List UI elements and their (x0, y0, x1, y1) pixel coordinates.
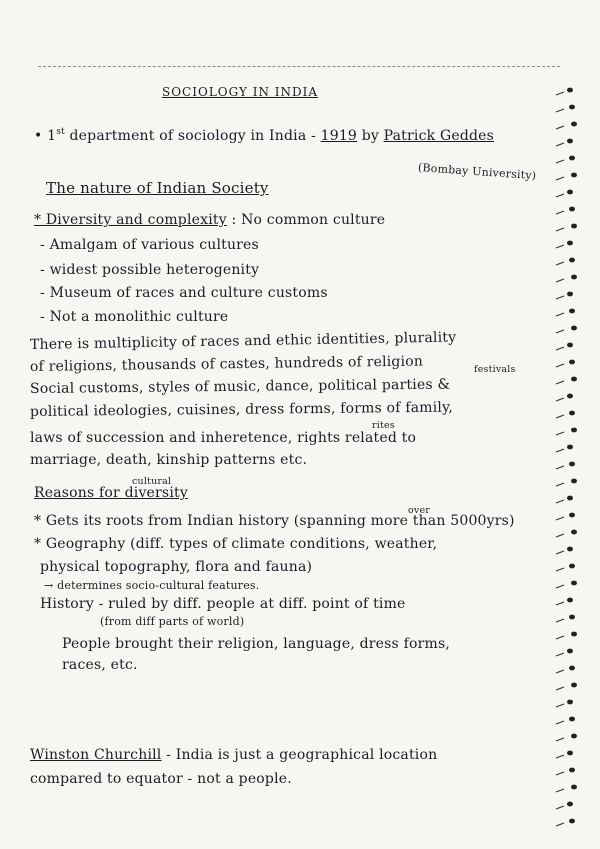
point-from-parts: (from diff parts of world) (100, 615, 245, 628)
margin-tick (556, 704, 564, 707)
diversity-tail: : No common culture (231, 212, 386, 228)
bullet-marker: • 1 (34, 128, 57, 144)
paragraph-line-3: Social customs, styles of music, dance, political parties & (29, 376, 451, 397)
margin-tick (556, 653, 564, 656)
margin-dot (567, 445, 573, 450)
margin-tick (556, 551, 564, 554)
margin-tick (556, 738, 564, 741)
point-people-brought: People brought their religion, language, dress forms, (62, 636, 450, 652)
nature-heading: The nature of Indian Society (46, 179, 269, 197)
page-top-rule (38, 66, 560, 67)
rites-insert: rites (372, 420, 395, 431)
churchill-line1: - India is just a geographical location (166, 747, 438, 763)
margin-dot (571, 377, 577, 382)
point-history-ruled: History - ruled by diff. people at diff. point of time (40, 596, 406, 612)
margin-dot (569, 207, 575, 212)
churchill-line-2: compared to equator - not a people. (30, 771, 292, 787)
page-title: SOCIOLOGY IN INDIA (162, 85, 319, 99)
paragraph-line-6: marriage, death, kinship patterns etc. (30, 452, 308, 468)
margin-tick (556, 432, 564, 435)
margin-tick (556, 823, 564, 826)
over-insert: over (408, 505, 431, 516)
margin-dot (571, 326, 577, 331)
margin-dot (571, 173, 577, 178)
margin-tick (556, 721, 564, 724)
margin-tick (556, 347, 564, 350)
margin-tick (556, 585, 564, 588)
margin-tick (556, 228, 564, 231)
paragraph-line-2: of religions, thousands of castes, hundreds of religion (29, 353, 424, 375)
point-history-roots: * Gets its roots from Indian history (spanning more than 5000yrs) (34, 513, 515, 529)
margin-tick (556, 364, 564, 367)
margin-dot (571, 581, 577, 586)
margin-tick (556, 517, 564, 520)
churchill-name: Winston Churchill (30, 747, 162, 763)
margin-tick (556, 687, 564, 690)
margin-tick (556, 279, 564, 282)
margin-dot (571, 275, 577, 280)
margin-dot (569, 666, 575, 671)
margin-dot (571, 479, 577, 484)
margin-tick (556, 177, 564, 180)
margin-tick (556, 194, 564, 197)
diversity-line (34, 212, 385, 228)
margin-dot (571, 785, 577, 790)
margin-tick (556, 449, 564, 452)
cultural-insert: cultural (132, 476, 172, 487)
margin-dot (567, 751, 573, 756)
margin-dot (567, 88, 573, 93)
point-physical-topography: physical topography, flora and fauna) (40, 559, 313, 575)
margin-tick (556, 789, 564, 792)
notebook-margin-dots (554, 70, 594, 840)
year-1919: 1919 (320, 128, 358, 144)
paragraph-line-5: laws of succession and inheretence, rights related to (30, 430, 417, 446)
margin-dot (569, 258, 575, 263)
reasons-heading (34, 485, 188, 501)
margin-dot (567, 649, 573, 654)
margin-dot (569, 309, 575, 314)
bombay-university-note: (Bombay University) (417, 161, 537, 183)
ordinal-suffix: st (56, 127, 65, 137)
margin-tick (556, 126, 564, 129)
margin-dot (569, 564, 575, 569)
reasons-label: Reasons for (34, 485, 120, 501)
margin-tick (556, 330, 564, 333)
margin-tick (556, 398, 564, 401)
first-dept-line (34, 128, 494, 146)
margin-dot (567, 343, 573, 348)
margin-dot (569, 513, 575, 518)
margin-dot (567, 547, 573, 552)
margin-tick (556, 211, 564, 214)
margin-tick (556, 602, 564, 605)
point-geography: * Geography (diff. types of climate conditions, weather, (34, 536, 438, 552)
margin-dot (571, 734, 577, 739)
margin-tick (556, 568, 564, 571)
margin-tick (556, 381, 564, 384)
margin-tick (556, 296, 564, 299)
margin-tick (556, 483, 564, 486)
margin-tick (556, 534, 564, 537)
margin-dot (567, 394, 573, 399)
patrick-geddes: Patrick Geddes (383, 128, 495, 144)
margin-tick (556, 92, 564, 95)
margin-tick (556, 619, 564, 622)
margin-tick (556, 313, 564, 316)
margin-dot (571, 224, 577, 229)
margin-dot (567, 700, 573, 705)
paragraph-line-1: There is multiplicity of races and ethic identities, plurality (29, 329, 457, 353)
margin-tick (556, 160, 564, 163)
first-dept-text: department of sociology in India - (69, 128, 316, 144)
margin-tick (556, 636, 564, 639)
margin-dot (571, 530, 577, 535)
diversity-item-2: - widest possible heterogenity (40, 262, 260, 278)
margin-tick (556, 415, 564, 418)
churchill-line-1 (30, 747, 437, 763)
margin-tick (556, 755, 564, 758)
margin-dot (567, 139, 573, 144)
margin-tick (556, 670, 564, 673)
margin-tick (556, 109, 564, 112)
margin-dot (569, 156, 575, 161)
point-races: races, etc. (62, 657, 138, 673)
diversity-item-1: - Amalgam of various cultures (40, 237, 259, 253)
margin-tick (556, 466, 564, 469)
margin-tick (556, 806, 564, 809)
margin-dot (567, 292, 573, 297)
margin-dot (569, 411, 575, 416)
diversity-item-4: - Not a monolithic culture (40, 309, 229, 325)
by-word: by (361, 128, 379, 144)
reasons-word: diversity (124, 485, 188, 501)
diversity-heading: * Diversity and complexity (34, 212, 227, 228)
margin-dot (569, 819, 575, 824)
margin-dot (571, 632, 577, 637)
diversity-item-3: - Museum of races and culture customs (40, 285, 328, 301)
margin-dot (567, 802, 573, 807)
margin-dot (567, 190, 573, 195)
margin-dot (571, 428, 577, 433)
margin-dot (571, 683, 577, 688)
margin-tick (556, 143, 564, 146)
point-determines: → determines socio-cultural features. (44, 579, 260, 592)
margin-tick (556, 245, 564, 248)
margin-dot (567, 241, 573, 246)
margin-dot (569, 615, 575, 620)
margin-dot (567, 496, 573, 501)
margin-dot (569, 768, 575, 773)
margin-dot (569, 462, 575, 467)
margin-dot (567, 598, 573, 603)
margin-dot (569, 105, 575, 110)
margin-tick (556, 262, 564, 265)
margin-dot (569, 717, 575, 722)
paragraph-line-4: political ideologies, cuisines, dress forms, forms of family, (29, 399, 454, 420)
festivals-insert: festivals (474, 364, 516, 375)
margin-dot (569, 360, 575, 365)
margin-dot (571, 122, 577, 127)
margin-tick (556, 772, 564, 775)
margin-tick (556, 500, 564, 503)
